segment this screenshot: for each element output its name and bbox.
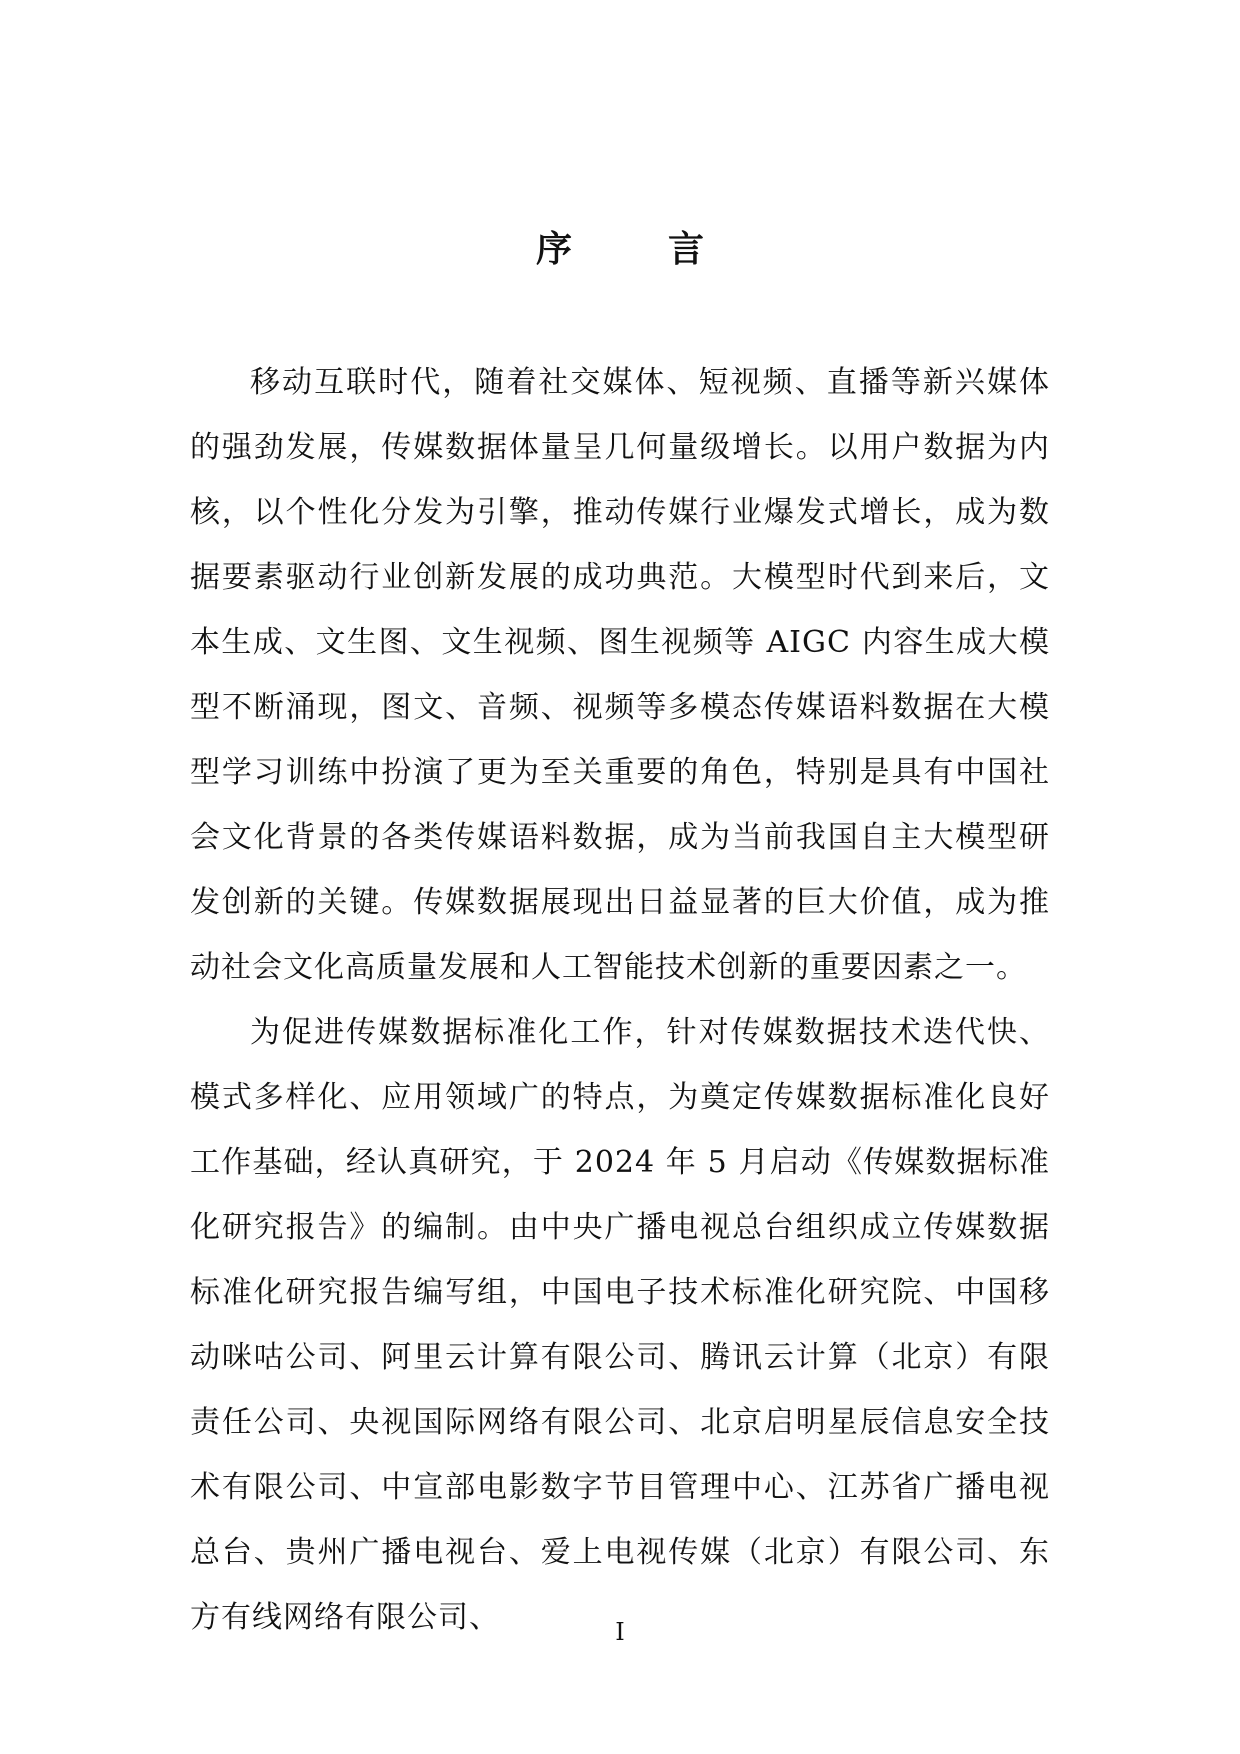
preface-title: 序 言 xyxy=(535,228,734,270)
page-number: I xyxy=(615,1618,625,1646)
paragraph-1: 移动互联时代，随着社交媒体、短视频、直播等新兴媒体的强劲发展，传媒数据体量呈几何量级增长。以用户数据为内核，以个性化分发为引擎，推动传媒行业爆发式增长，成为数据要素驱动行业创新发展的成功典范。大模型时代到来后，文本生成、文生图、文生视频、图生视频等 AIGC 内容生成大模型不断涌现，图文、音频、视频等多模态传媒语料数据在大模型学习训练中扮演了更为至关重要的角色，特别是具有中国社会文化背景的各类传媒语料数据，成为当前我国自主大模型研发创新的关键。传媒数据展现出日益显著的巨大价值，成为推动社会文化高质量发展和人工智能技术创新的重要因素之一。 xyxy=(190,365,1050,985)
preface-body xyxy=(190,350,1050,1650)
paragraph-2: 为促进传媒数据标准化工作，针对传媒数据技术迭代快、模式多样化、应用领域广的特点，为奠定传媒数据标准化良好工作基础，经认真研究，于 2024 年 5 月启动《传媒数据标准化研究报告》的编制。由中央广播电视总台组织成立传媒数据标准化研究报告编写组，中国电子技术标准化研究院、中国移动咪咕公司、阿里云计算有限公司、腾讯云计算（北京）有限责任公司、央视国际网络有限公司、北京启明星辰信息安全技术有限公司、中宣部电影数字节目管理中心、江苏省广播电视总台、贵州广播电视台、爱上电视传媒（北京）有限公司、东方有线网络有限公司、 xyxy=(190,1015,1050,1635)
